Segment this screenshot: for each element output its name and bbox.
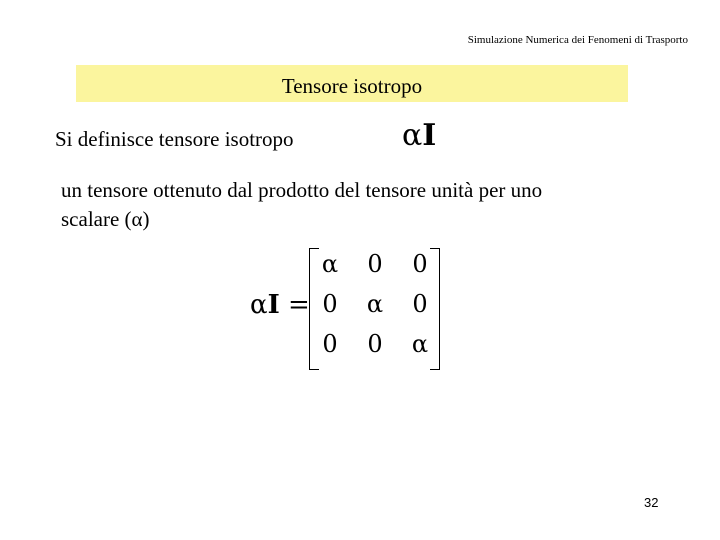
matrix-cell: 0 [322, 290, 338, 318]
lhs-identity: I [267, 290, 280, 320]
course-header: Simulazione Numerica dei Fenomeni di Trasporto [467, 34, 688, 46]
description [61, 176, 661, 234]
alpha-I-symbol [402, 118, 436, 153]
lhs-alpha: α [250, 290, 268, 320]
title-bar [76, 65, 628, 102]
matrix-cell: α [366, 290, 384, 318]
matrix-cell: 0 [412, 250, 428, 278]
matrix-cell: α [411, 330, 429, 358]
page-number: 32 [644, 495, 659, 510]
equals-sign: = [288, 290, 310, 320]
equation-lhs [250, 290, 310, 320]
description-line-2: scalare (α) [61, 207, 150, 231]
matrix-equation [250, 246, 450, 370]
symbol-alpha: α [402, 118, 423, 153]
symbol-identity: I [422, 118, 437, 153]
definition-text: Si definisce tensore isotropo [55, 127, 294, 151]
matrix-cell: 0 [367, 330, 383, 358]
slide-title: Tensore isotropo [281, 74, 423, 98]
matrix-cell: 0 [412, 290, 428, 318]
matrix-cell: 0 [367, 250, 383, 278]
matrix-cell: 0 [322, 330, 338, 358]
description-line-1: un tensore ottenuto dal prodotto del tensore unità per uno [61, 178, 543, 202]
matrix-cell: α [321, 250, 339, 278]
